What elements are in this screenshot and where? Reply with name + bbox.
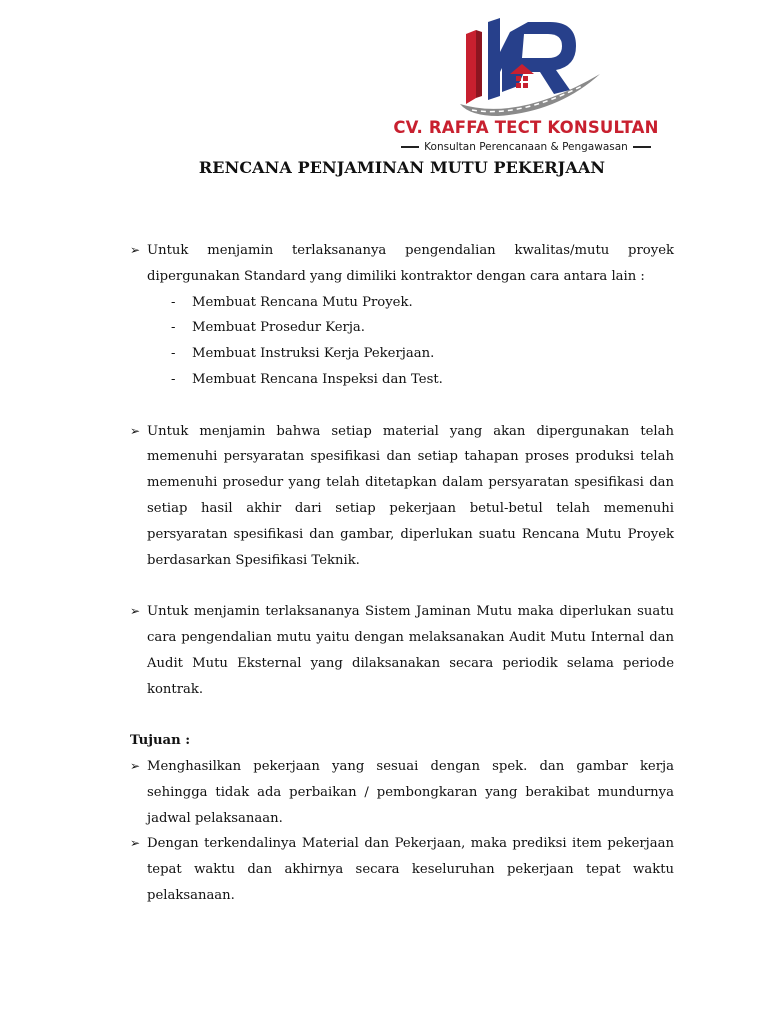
company-logo [374,8,678,153]
paragraph-text: Untuk menjamin terlaksananya Sistem Jaminan Mutu maka diperlukan suatu cara pengendalian mutu yaitu dengan melaksanakan Audit Mutu Internal dan Audit Mutu Eksternal yang dilaksanakan secara periodik selama periode kontrak. [147,604,674,697]
sub-list-item: - Membuat Rencana Inspeksi dan Test. [171,371,443,387]
paragraph-text: Untuk menjamin terlaksananya pengendalian kwalitas/mutu proyek dipergunakan Standard yang dimiliki kontraktor dengan cara antara lain : [147,243,674,284]
logo-emblem [458,12,608,120]
paragraph-text: Dengan terkendalinya Material dan Pekerjaan, maka prediksi item pekerjaan tepat waktu dan akhirnya secara keseluruhan pekerjaan tepat waktu pelaksanaan. [147,836,674,903]
tagline-line-left [401,146,419,148]
tujuan-item-1 [130,754,674,831]
bullet-item-3 [130,599,674,702]
sub-list [147,290,674,393]
document-title: RENCANA PENJAMINAN MUTU PEKERJAAN [198,158,606,177]
sub-list-item: - Membuat Instruksi Kerja Pekerjaan. [171,346,435,362]
sub-list-item: - Membuat Rencana Mutu Proyek. [171,294,413,310]
tujuan-item-2 [130,831,674,908]
company-name: CV. RAFFA TECT KONSULTAN [393,118,659,137]
sub-list-text: Membuat Rencana Inspeksi dan Test. [192,371,443,387]
arrow-bullet-icon: ➢ [130,604,141,619]
paragraph-text: Menghasilkan pekerjaan yang sesuai dengan spek. dan gambar kerja sehingga tidak ada perbaikan / pembongkaran yang berakibat mundurnya jadwal pelaksanaan. [147,758,674,826]
sub-list-text: Membuat Prosedur Kerja. [192,320,365,336]
arrow-bullet-icon: ➢ [130,423,141,438]
bullet-item-1 [130,238,674,393]
sub-list-item: - Membuat Prosedur Kerja. [171,320,365,336]
tujuan-heading: Tujuan : [130,733,191,749]
sub-list-text: Membuat Instruksi Kerja Pekerjaan. [192,346,435,362]
document-body [130,238,674,909]
paragraph-text: Untuk menjamin bahwa setiap material yang akan dipergunakan telah memenuhi persyaratan spesifikasi dan setiap tahapan proses produksi telah memenuhi prosedur yang telah ditetapkan dalam persyaratan spesifikasi dan setiap hasil akhir dari setiap pekerjaan betul-betul telah memenuhi persyaratan spesifikasi dan gambar, diperlukan suatu Rencana Mutu Proyek berdasarkan Spesifikasi Teknik. [147,423,674,568]
company-tagline: Konsultan Perencanaan & Pengawasan [424,141,628,153]
arrow-bullet-icon: ➢ [130,836,141,851]
tagline-line-right [633,146,651,148]
tagline-row [388,140,664,154]
arrow-bullet-icon: ➢ [130,243,141,257]
sub-list-text: Membuat Rencana Mutu Proyek. [192,294,413,310]
arrow-bullet-icon: ➢ [130,758,141,773]
bullet-item-2 [130,419,674,574]
